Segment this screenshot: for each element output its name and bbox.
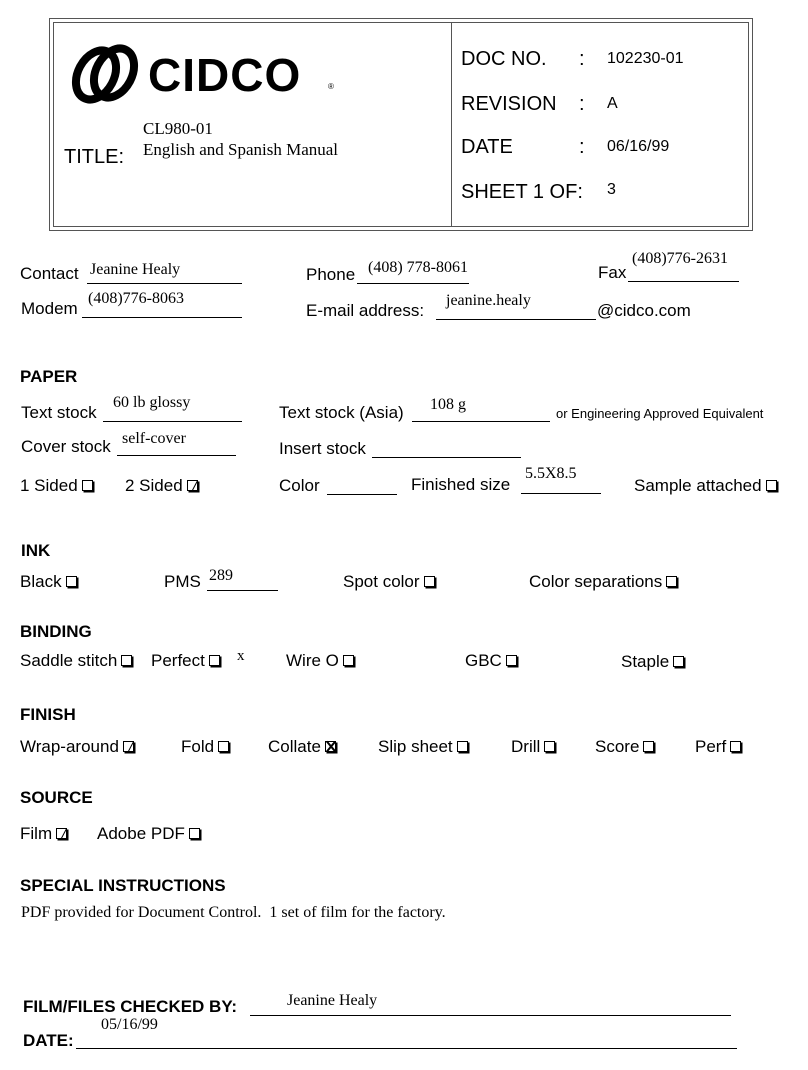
date-label: DATE [461,136,513,158]
one-sided-label: 1 Sided [20,476,78,495]
saddle-stitch-checkbox[interactable] [121,655,132,666]
phone-label: Phone [306,265,356,284]
color-label: Color [279,476,320,495]
color-field-line [327,494,397,495]
saddle-stitch-option [20,651,132,671]
text-stock-field-line [103,421,242,422]
wire-o-checkbox[interactable] [343,655,354,666]
paper-heading: PAPER [20,367,78,386]
pms-field-line [207,590,278,591]
gbc-label: GBC [465,651,502,670]
score-label: Score [595,737,640,756]
checked-by-field-line [250,1015,731,1016]
date-value: 06/16/99 [607,138,670,155]
cidco-logo [66,44,336,104]
cover-stock-field-line [117,455,236,456]
ink-heading: INK [21,541,51,560]
signoff-date-label: DATE: [23,1031,74,1050]
perfect-mark: x [237,648,245,664]
fax-value[interactable]: (408)776-2631 [632,250,728,267]
sample-attached-label: Sample attached [634,476,762,495]
text-stock-label: Text stock [21,403,97,422]
title-label: TITLE: [64,146,125,168]
staple-option [621,652,684,672]
title-line-1: CL980-01 [143,119,213,138]
doc-no-label: DOC NO. [461,48,547,70]
cidco-logo-mark-icon [66,44,148,104]
sheet-total-value: 3 [607,181,616,198]
insert-stock-field-line [372,457,521,458]
two-sided-option [125,476,198,496]
color-separations-option [529,572,677,592]
wrap-around-label: Wrap-around [20,737,119,756]
wrap-around-option [20,737,134,757]
color-separations-label: Color separations [529,572,663,591]
gbc-checkbox[interactable] [506,655,517,666]
black-label: Black [20,572,62,591]
binding-heading: BINDING [20,622,92,641]
date-colon: : [579,136,585,158]
color-separations-checkbox[interactable] [666,576,677,587]
source-heading: SOURCE [20,788,93,807]
contact-value[interactable]: Jeanine Healy [90,261,181,278]
email-field-line [436,319,596,320]
fold-checkbox[interactable] [218,741,229,752]
fax-label: Fax [598,263,627,282]
sample-attached-checkbox[interactable] [766,480,777,491]
text-stock-asia-value[interactable]: 108 g [430,396,466,413]
perfect-option [151,651,220,671]
perf-label: Perf [695,737,727,756]
one-sided-option [20,476,93,496]
title-line-2: English and Spanish Manual [143,140,339,159]
collate-option [268,737,336,757]
revision-label: REVISION [461,93,557,115]
signoff-date-value[interactable]: 05/16/99 [101,1016,158,1033]
film-checkbox[interactable] [56,828,67,839]
text-stock-value[interactable]: 60 lb glossy [113,394,191,411]
contact-field-line [87,283,242,284]
score-option [595,737,654,757]
text-stock-asia-label: Text stock (Asia) [279,403,404,422]
finished-size-field-line [521,493,601,494]
insert-stock-label: Insert stock [279,439,366,458]
phone-value[interactable]: (408) 778-8061 [368,259,468,276]
black-option [20,572,77,592]
one-sided-checkbox[interactable] [82,480,93,491]
wire-o-label: Wire O [286,651,339,670]
doc-no-value: 102230-01 [607,50,684,67]
fax-field-line [628,281,739,282]
pms-value[interactable]: 289 [209,567,233,584]
film-label: Film [20,824,53,843]
adobe-pdf-label: Adobe PDF [97,824,185,843]
sheet-label: SHEET 1 OF: [461,181,583,203]
equivalent-note: or Engineering Approved Equivalent [556,406,764,421]
doc-no-colon: : [579,48,585,70]
header-divider [451,22,452,226]
contact-label: Contact [20,264,79,283]
slip-sheet-checkbox[interactable] [457,741,468,752]
revision-value: A [607,95,618,112]
modem-value[interactable]: (408)776-8063 [88,290,184,307]
drill-option [511,737,555,757]
collate-label: Collate [268,737,321,756]
staple-checkbox[interactable] [673,656,684,667]
drill-label: Drill [511,737,541,756]
checked-by-label: FILM/FILES CHECKED BY: [23,997,238,1016]
modem-field-line [82,317,242,318]
finished-size-label: Finished size [411,475,511,494]
spot-color-label: Spot color [343,572,420,591]
collate-checkbox[interactable] [325,741,336,752]
saddle-stitch-label: Saddle stitch [20,651,118,670]
two-sided-label: 2 Sided [125,476,183,495]
perfect-label: Perfect [151,651,205,670]
score-checkbox[interactable] [643,741,654,752]
email-label: E-mail address: [306,301,425,320]
finished-size-value[interactable]: 5.5X8.5 [525,465,577,482]
special-instructions-heading: SPECIAL INSTRUCTIONS [20,876,226,895]
fold-label: Fold [181,737,215,756]
adobe-pdf-option [97,824,200,844]
gbc-option [465,651,517,671]
email-user-value[interactable]: jeanine.healy [446,292,531,309]
wrap-around-checkbox[interactable] [123,741,134,752]
staple-label: Staple [621,652,670,671]
perfect-checkbox[interactable] [209,655,220,666]
checked-by-value[interactable]: Jeanine Healy [287,992,378,1009]
special-instructions-text[interactable]: PDF provided for Document Control. 1 set of film for the factory. [21,904,446,921]
revision-colon: : [579,93,585,115]
slip-sheet-option [378,737,468,757]
adobe-pdf-checkbox[interactable] [189,828,200,839]
cover-stock-label: Cover stock [21,437,111,456]
spot-color-option [343,572,435,592]
signoff-date-field-line [76,1048,737,1049]
perf-option [695,737,741,757]
cover-stock-value[interactable]: self-cover [122,430,186,447]
perf-checkbox[interactable] [730,741,741,752]
registered-mark: ® [328,82,334,91]
email-domain: @cidco.com [597,301,691,320]
drill-checkbox[interactable] [544,741,555,752]
wire-o-option [286,651,354,671]
film-option [20,824,67,844]
sample-attached-option [634,476,777,496]
finish-heading: FINISH [20,705,76,724]
slip-sheet-label: Slip sheet [378,737,453,756]
spot-color-checkbox[interactable] [424,576,435,587]
black-checkbox[interactable] [66,576,77,587]
text-stock-asia-field-line [412,421,550,422]
two-sided-checkbox[interactable] [187,480,198,491]
modem-label: Modem [21,299,78,318]
pms-label: PMS [164,572,201,591]
phone-field-line [357,283,469,284]
fold-option [181,737,229,757]
brand-name: CIDCO [148,49,302,101]
